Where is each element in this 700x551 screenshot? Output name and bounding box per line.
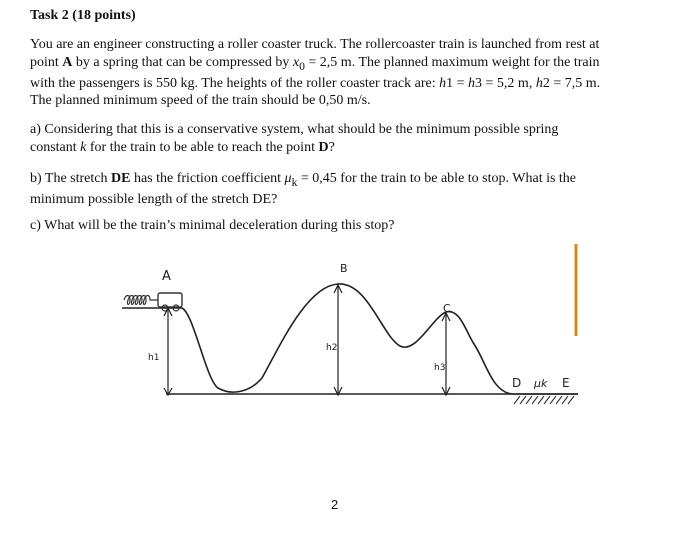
statement-line-4 bbox=[30, 92, 670, 110]
question-c bbox=[30, 217, 670, 235]
coaster-track bbox=[122, 284, 578, 394]
text-run: ? bbox=[328, 139, 335, 155]
question-c-line-1 bbox=[30, 217, 670, 235]
point-a-ref: A bbox=[62, 54, 73, 70]
k-symbol: k bbox=[80, 139, 87, 155]
question-b-line-1 bbox=[30, 170, 670, 191]
text-run: for the train to be able to reach the point bbox=[86, 139, 319, 155]
text-run: by a spring that can be compressed by bbox=[72, 54, 293, 70]
label-h2: h2 bbox=[326, 343, 338, 353]
page-number: 2 bbox=[331, 497, 339, 512]
text-run: c) What will be the train’s minimal deceleration during this stop? bbox=[30, 218, 395, 233]
h3-symbol: h bbox=[468, 75, 476, 91]
label-point-b: B bbox=[340, 262, 348, 275]
question-a bbox=[30, 121, 670, 156]
question-b bbox=[30, 170, 670, 209]
friction-hatching bbox=[514, 396, 574, 404]
label-h3: h3 bbox=[434, 363, 446, 373]
label-point-d: D bbox=[512, 376, 522, 390]
text-run: with the passengers is 550 kg. The heights of the roller coaster track are: bbox=[30, 75, 440, 91]
label-point-a: A bbox=[162, 269, 171, 284]
h1-symbol: h bbox=[439, 75, 447, 91]
x0-symbol: x bbox=[292, 54, 300, 70]
text-run: The planned minimum speed of the train should be 0,50 m/s. bbox=[30, 93, 371, 109]
spring bbox=[124, 296, 158, 305]
text-run: a) Considering that this is a conservative system, what should be the minimum possible spring bbox=[30, 122, 559, 137]
text-run: point bbox=[30, 54, 63, 70]
mu-symbol: μ bbox=[284, 171, 292, 186]
task-title: Task 2 (18 points) bbox=[30, 8, 136, 23]
text-run: = 0,45 for the train to be able to stop. What is the bbox=[297, 171, 577, 186]
stretch-de-ref: DE bbox=[111, 171, 131, 186]
roller-coaster-figure bbox=[100, 238, 600, 413]
question-b-line-2 bbox=[30, 191, 670, 209]
label-h1: h1 bbox=[148, 353, 160, 363]
statement-line-2 bbox=[30, 54, 670, 75]
question-a-line-2 bbox=[30, 139, 670, 157]
text-run: = 2,5 m. The planned maximum weight for the train bbox=[304, 54, 600, 70]
mu-subscript: k bbox=[291, 175, 298, 189]
label-mu-k: μk bbox=[534, 377, 548, 390]
point-d-ref: D bbox=[318, 139, 329, 155]
text-run: constant bbox=[30, 139, 81, 155]
coaster-cart bbox=[158, 293, 182, 307]
question-a-line-1 bbox=[30, 121, 670, 139]
text-run: You are an engineer constructing a roller coaster truck. The rollercoaster train is launched from rest at bbox=[30, 37, 600, 52]
problem-statement bbox=[30, 36, 670, 110]
statement-line-1 bbox=[30, 36, 670, 54]
text-run: b) The stretch bbox=[30, 171, 111, 186]
text-run: has the friction coefficient bbox=[130, 171, 285, 186]
label-point-e: E bbox=[562, 376, 570, 390]
text-run: 2 = 7,5 m. bbox=[542, 75, 601, 91]
text-run: 1 = bbox=[446, 75, 469, 91]
statement-line-3 bbox=[30, 75, 670, 93]
text-run: minimum possible length of the stretch DE? bbox=[30, 192, 278, 208]
label-point-c: C bbox=[443, 302, 451, 315]
h2-symbol: h bbox=[535, 75, 543, 91]
text-run: 3 = 5,2 m, bbox=[475, 75, 536, 91]
x0-subscript: 0 bbox=[299, 59, 305, 73]
